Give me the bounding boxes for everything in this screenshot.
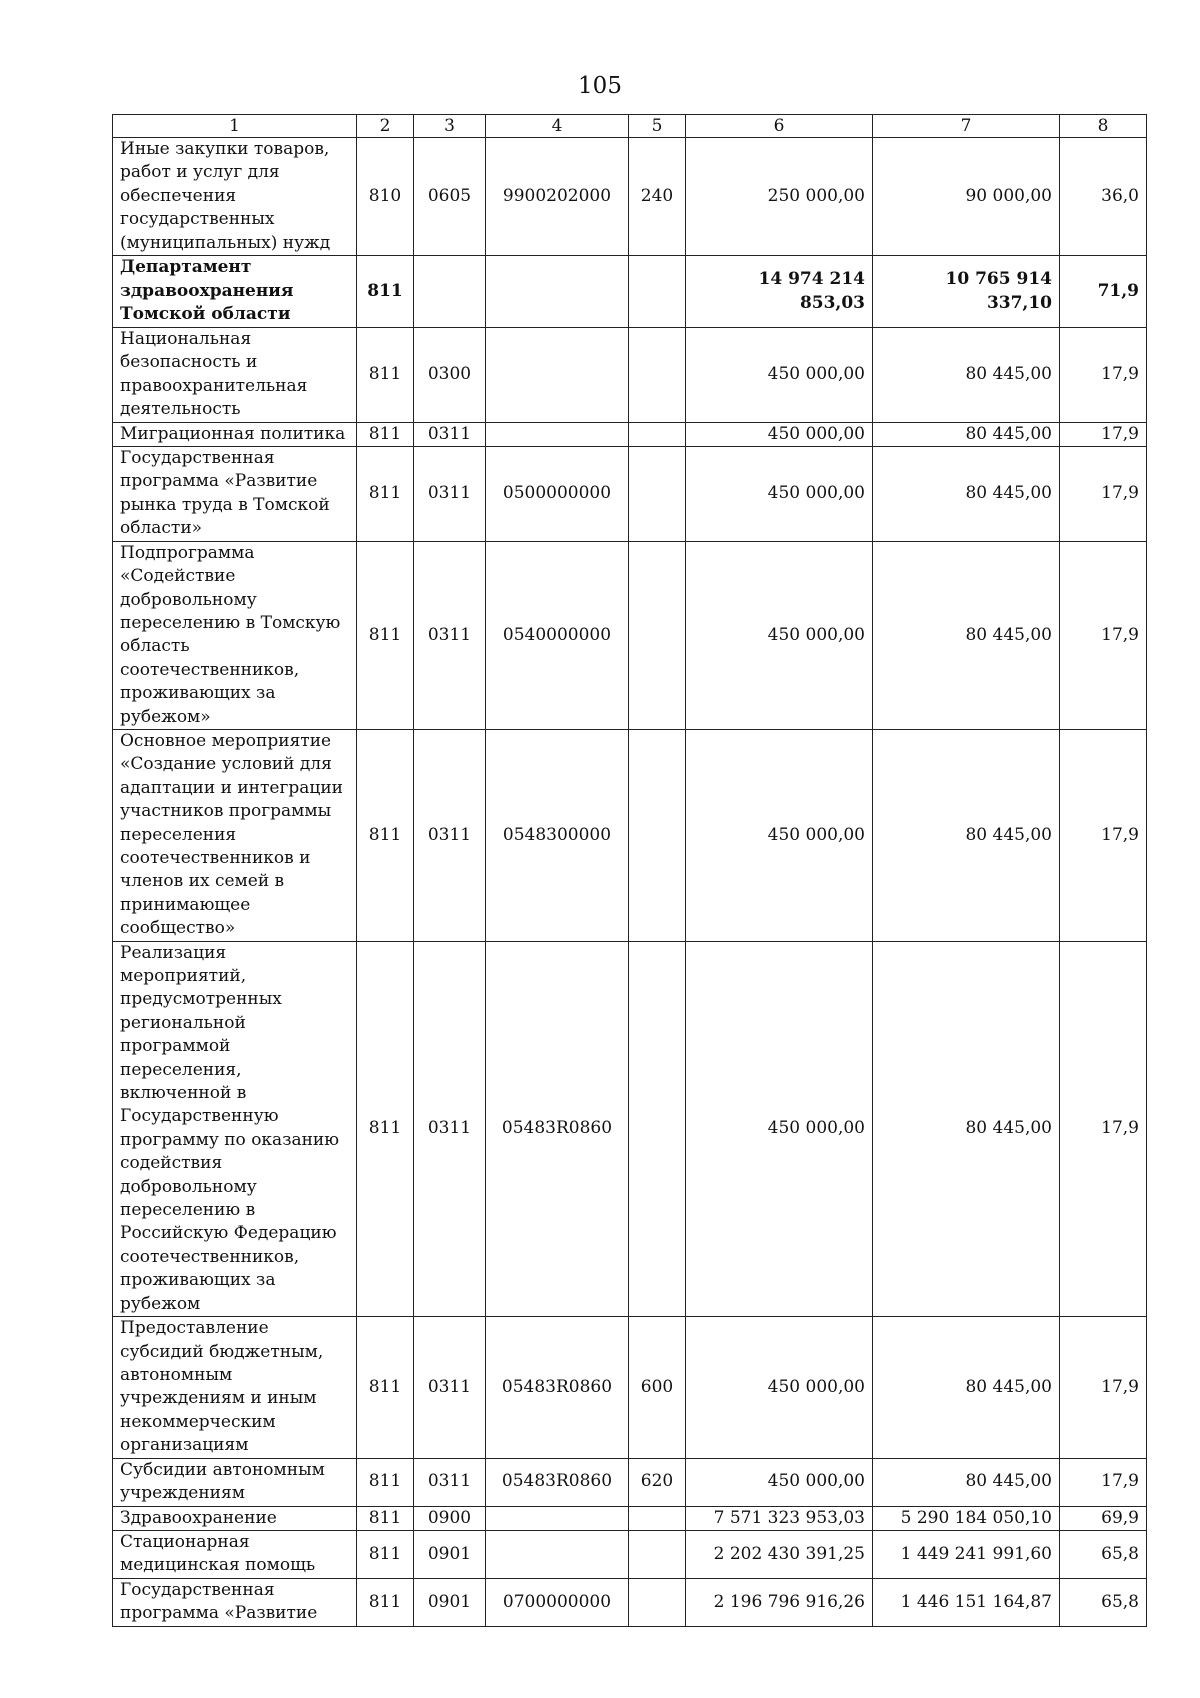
- table-row: [113, 1506, 1147, 1530]
- row-name: Основное мероприятие «Создание условий для адаптации и интеграции участников программы переселения соотечественников и членов их семей в принимающее сообщество»: [113, 729, 357, 941]
- cell-actual-amount: 80 445,00: [873, 328, 1060, 423]
- cell-section-code: [414, 256, 486, 328]
- cell-plan-amount: 450 000,00: [686, 729, 873, 941]
- cell-actual-amount: 80 445,00: [873, 447, 1060, 542]
- row-name: Государственная программа «Развитие: [113, 1578, 357, 1626]
- cell-expense-type: [629, 1506, 686, 1530]
- cell-plan-amount: 450 000,00: [686, 541, 873, 729]
- cell-section-code: 0605: [414, 138, 486, 256]
- cell-admin-code: 811: [357, 1506, 414, 1530]
- cell-admin-code: 811: [357, 729, 414, 941]
- cell-admin-code: 811: [357, 541, 414, 729]
- cell-expense-type: [629, 1578, 686, 1626]
- cell-target-code: 0540000000: [486, 541, 629, 729]
- cell-section-code: 0901: [414, 1530, 486, 1578]
- page-number: 105: [578, 73, 622, 99]
- cell-admin-code: 811: [357, 328, 414, 423]
- table-row: [113, 1317, 1147, 1458]
- row-name: Иные закупки товаров, работ и услуг для обеспечения государственных (муниципальных) нужд: [113, 138, 357, 256]
- cell-admin-code: 811: [357, 941, 414, 1317]
- cell-section-code: 0311: [414, 1317, 486, 1458]
- cell-expense-type: [629, 1530, 686, 1578]
- row-name: Субсидии автономным учреждениям: [113, 1458, 357, 1506]
- cell-actual-amount: 10 765 914 337,10: [873, 256, 1060, 328]
- cell-section-code: 0311: [414, 1458, 486, 1506]
- table-header-row: [113, 115, 1147, 138]
- cell-plan-amount: 7 571 323 953,03: [686, 1506, 873, 1530]
- column-header: 7: [873, 115, 1060, 138]
- cell-percent: 65,8: [1060, 1530, 1147, 1578]
- cell-expense-type: [629, 256, 686, 328]
- cell-percent: 69,9: [1060, 1506, 1147, 1530]
- cell-target-code: 0548300000: [486, 729, 629, 941]
- cell-plan-amount: 450 000,00: [686, 941, 873, 1317]
- cell-actual-amount: 80 445,00: [873, 729, 1060, 941]
- cell-percent: 17,9: [1060, 328, 1147, 423]
- row-name: Стационарная медицинская помощь: [113, 1530, 357, 1578]
- cell-actual-amount: 80 445,00: [873, 422, 1060, 446]
- cell-admin-code: 811: [357, 256, 414, 328]
- row-name: Здравоохранение: [113, 1506, 357, 1530]
- cell-target-code: 05483R0860: [486, 1458, 629, 1506]
- cell-section-code: 0311: [414, 447, 486, 542]
- cell-expense-type: 620: [629, 1458, 686, 1506]
- cell-expense-type: [629, 328, 686, 423]
- cell-expense-type: [629, 541, 686, 729]
- cell-expense-type: [629, 447, 686, 542]
- cell-target-code: 9900202000: [486, 138, 629, 256]
- cell-target-code: 0700000000: [486, 1578, 629, 1626]
- cell-target-code: [486, 328, 629, 423]
- row-name: Предоставление субсидий бюджетным, автономным учреждениям и иным некоммерческим организациям: [113, 1317, 357, 1458]
- cell-admin-code: 811: [357, 447, 414, 542]
- table-row: [113, 328, 1147, 423]
- table-row: [113, 138, 1147, 256]
- cell-percent: 17,9: [1060, 541, 1147, 729]
- table-row: [113, 1530, 1147, 1578]
- table-row: [113, 541, 1147, 729]
- cell-target-code: [486, 422, 629, 446]
- cell-expense-type: [629, 941, 686, 1317]
- row-name: Департамент здравоохранения Томской области: [113, 256, 357, 328]
- cell-plan-amount: 14 974 214 853,03: [686, 256, 873, 328]
- cell-plan-amount: 2 202 430 391,25: [686, 1530, 873, 1578]
- column-header: 6: [686, 115, 873, 138]
- cell-actual-amount: 80 445,00: [873, 541, 1060, 729]
- cell-percent: 17,9: [1060, 1317, 1147, 1458]
- cell-plan-amount: 450 000,00: [686, 328, 873, 423]
- row-name: Подпрограмма «Содействие добровольному переселению в Томскую область соотечественников, проживающих за рубежом»: [113, 541, 357, 729]
- cell-section-code: 0311: [414, 941, 486, 1317]
- cell-percent: 36,0: [1060, 138, 1147, 256]
- column-header: 5: [629, 115, 686, 138]
- table-row: [113, 941, 1147, 1317]
- row-name: Государственная программа «Развитие рынка труда в Томской области»: [113, 447, 357, 542]
- cell-admin-code: 811: [357, 1458, 414, 1506]
- cell-section-code: 0311: [414, 422, 486, 446]
- budget-table: [112, 114, 1147, 1627]
- cell-admin-code: 811: [357, 1317, 414, 1458]
- cell-actual-amount: 80 445,00: [873, 941, 1060, 1317]
- cell-expense-type: [629, 729, 686, 941]
- cell-target-code: [486, 256, 629, 328]
- cell-percent: 17,9: [1060, 941, 1147, 1317]
- cell-section-code: 0900: [414, 1506, 486, 1530]
- cell-percent: 17,9: [1060, 729, 1147, 941]
- cell-section-code: 0311: [414, 729, 486, 941]
- cell-percent: 17,9: [1060, 447, 1147, 542]
- cell-target-code: 0500000000: [486, 447, 629, 542]
- cell-target-code: [486, 1530, 629, 1578]
- cell-actual-amount: 5 290 184 050,10: [873, 1506, 1060, 1530]
- cell-actual-amount: 1 449 241 991,60: [873, 1530, 1060, 1578]
- cell-expense-type: 240: [629, 138, 686, 256]
- cell-plan-amount: 2 196 796 916,26: [686, 1578, 873, 1626]
- column-header: 1: [113, 115, 357, 138]
- cell-expense-type: 600: [629, 1317, 686, 1458]
- row-name: Миграционная политика: [113, 422, 357, 446]
- column-header: 2: [357, 115, 414, 138]
- column-header: 3: [414, 115, 486, 138]
- cell-target-code: [486, 1506, 629, 1530]
- cell-section-code: 0300: [414, 328, 486, 423]
- cell-actual-amount: 80 445,00: [873, 1317, 1060, 1458]
- table-row: [113, 422, 1147, 446]
- table-row: [113, 447, 1147, 542]
- row-name: Национальная безопасность и правоохранительная деятельность: [113, 328, 357, 423]
- table-row: [113, 729, 1147, 941]
- cell-expense-type: [629, 422, 686, 446]
- cell-admin-code: 811: [357, 1578, 414, 1626]
- cell-actual-amount: 80 445,00: [873, 1458, 1060, 1506]
- cell-actual-amount: 90 000,00: [873, 138, 1060, 256]
- table-row: [113, 1458, 1147, 1506]
- cell-plan-amount: 450 000,00: [686, 1317, 873, 1458]
- cell-percent: 17,9: [1060, 1458, 1147, 1506]
- cell-actual-amount: 1 446 151 164,87: [873, 1578, 1060, 1626]
- cell-plan-amount: 250 000,00: [686, 138, 873, 256]
- cell-percent: 71,9: [1060, 256, 1147, 328]
- column-header: 4: [486, 115, 629, 138]
- cell-plan-amount: 450 000,00: [686, 447, 873, 542]
- cell-section-code: 0901: [414, 1578, 486, 1626]
- cell-percent: 65,8: [1060, 1578, 1147, 1626]
- cell-target-code: 05483R0860: [486, 1317, 629, 1458]
- cell-section-code: 0311: [414, 541, 486, 729]
- table-row: [113, 256, 1147, 328]
- row-name: Реализация мероприятий, предусмотренных региональной программой переселения, включенной в Государственную программу по оказанию содействия добровольному переселению в Российскую Федерацию соотечественников, проживающих за рубежом: [113, 941, 357, 1317]
- cell-admin-code: 810: [357, 138, 414, 256]
- cell-target-code: 05483R0860: [486, 941, 629, 1317]
- table-row: [113, 1578, 1147, 1626]
- cell-percent: 17,9: [1060, 422, 1147, 446]
- cell-plan-amount: 450 000,00: [686, 1458, 873, 1506]
- column-header: 8: [1060, 115, 1147, 138]
- cell-admin-code: 811: [357, 1530, 414, 1578]
- cell-plan-amount: 450 000,00: [686, 422, 873, 446]
- cell-admin-code: 811: [357, 422, 414, 446]
